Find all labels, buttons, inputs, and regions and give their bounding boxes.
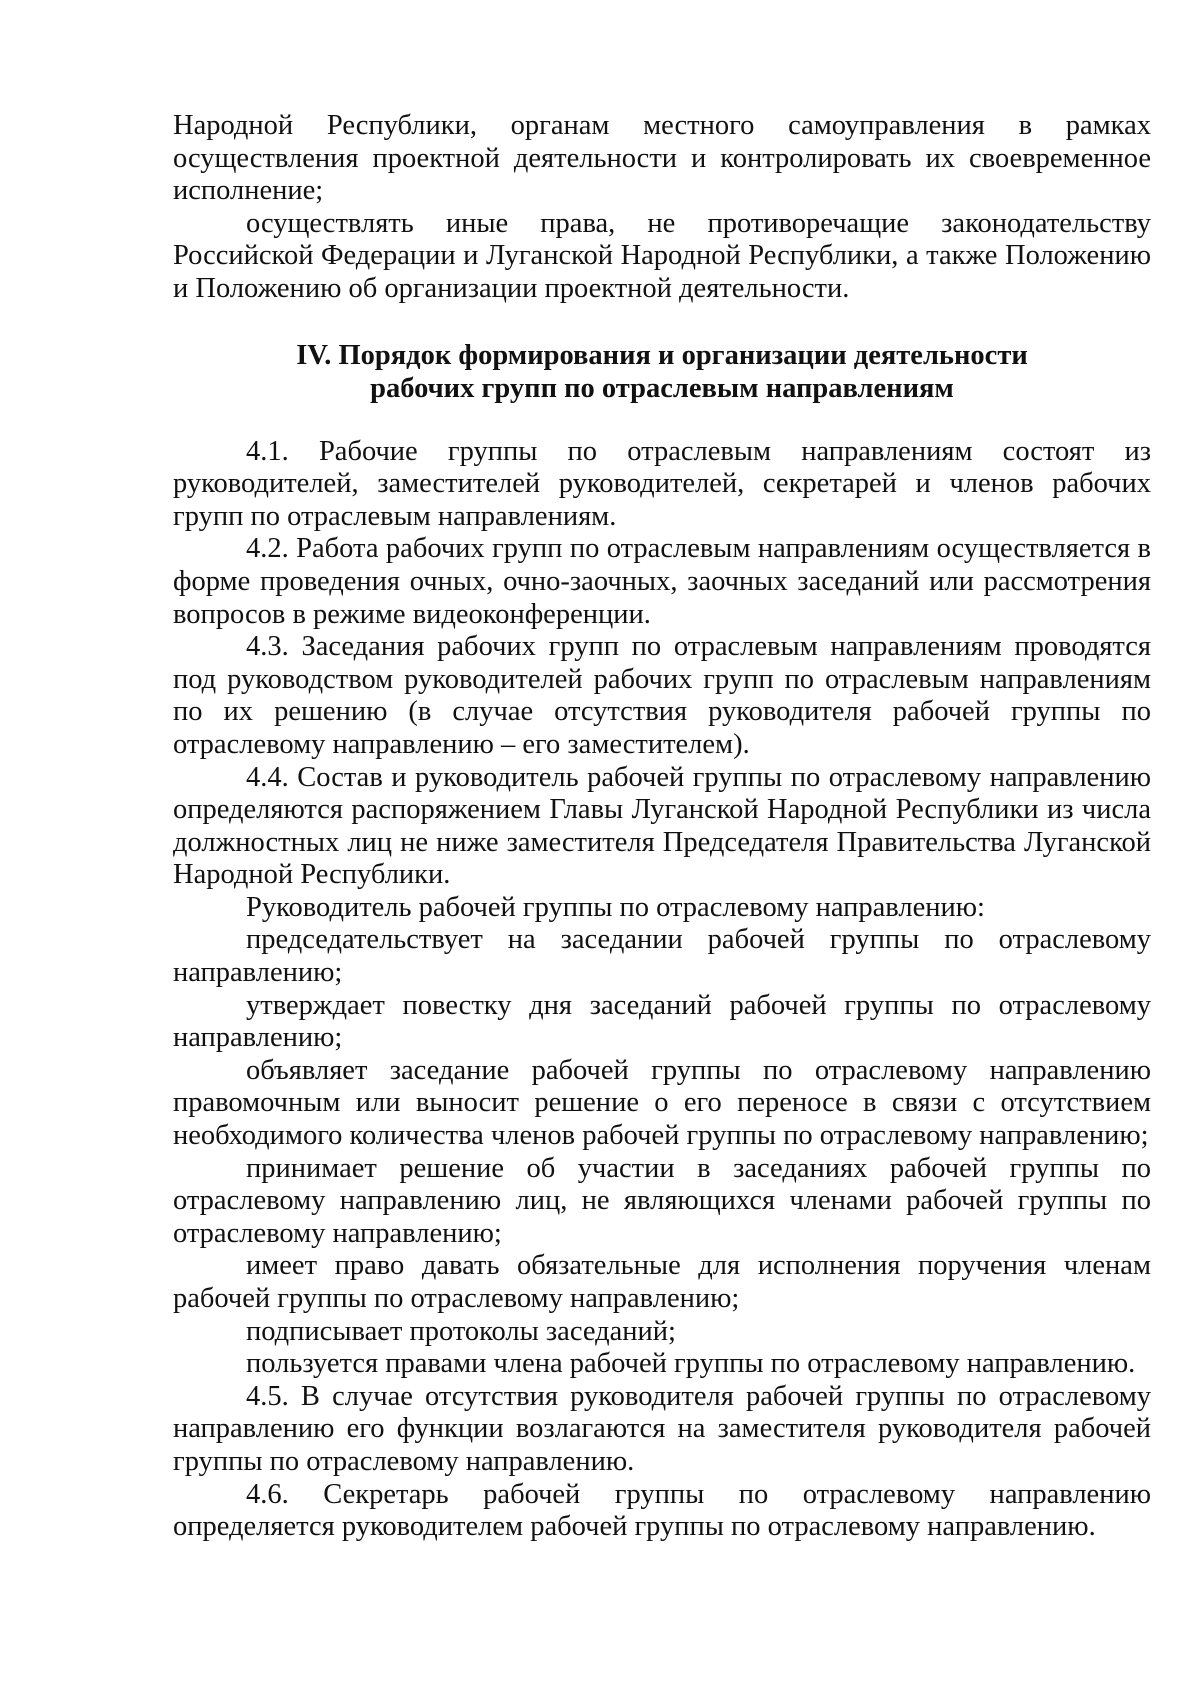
paragraph-leader-orders: имеет право давать обязательные для исполнения поручения членам рабочей группы по отраслевому направлению; <box>173 1250 1151 1314</box>
section-heading <box>173 339 1151 405</box>
paragraph-leader-intro: Руководитель рабочей группы по отраслевому направлению: <box>246 891 985 923</box>
paragraph-4-3: 4.3. Заседания рабочих групп по отраслевым направлениям проводятся под руководством руководителей рабочих групп по отраслевым направлениям по их решению (в случае отсутствия руководителя рабочей группы по отраслевому направлению – его заместителем). <box>173 631 1151 760</box>
document-page <box>173 110 1151 1544</box>
paragraph-other-rights: осуществлять иные права, не противоречащие законодательству Российской Федерации и Луганской Народной Республики, а также Положению и Положению об организации проектной деятельности. <box>173 207 1151 304</box>
paragraph-4-4: 4.4. Состав и руководитель рабочей группы по отраслевому направлению определяются распоряжением Главы Луганской Народной Республики из числа должностных лиц не ниже заместителя Председателя Правительства Луганской Народной Республики. <box>173 761 1151 891</box>
paragraph-leader-signs: подписывает протоколы заседаний; <box>246 1315 676 1347</box>
section-heading-line-2: рабочих групп по отраслевым направлениям <box>370 372 954 404</box>
paragraph-4-6: 4.6. Секретарь рабочей группы по отраслевому направлению определяется руководителем рабочей группы по отраслевому направлению. <box>173 1478 1151 1543</box>
paragraph-leader-chairs: председательствует на заседании рабочей группы по отраслевому направлению; <box>173 924 1151 989</box>
paragraph-4-2: 4.2. Работа рабочих групп по отраслевым направлениям осуществляется в форме проведения очных, очно-заочных, заочных заседаний или рассмотрения вопросов в режиме видеоконференции. <box>173 533 1151 630</box>
paragraph-leader-participants: принимает решение об участии в заседаниях рабочей группы по отраслевому направлению лиц, не являющихся членами рабочей группы по отраслевому направлению; <box>173 1152 1151 1249</box>
paragraph-4-5: 4.5. В случае отсутствия руководителя рабочей группы по отраслевому направлению его функции возлагаются на заместителя руководителя рабочей группы по отраслевому направлению. <box>173 1380 1151 1477</box>
paragraph-continuation: Народной Республики, органам местного самоуправления в рамках осуществления проектной деятельности и контролировать их своевременное исполнение; <box>173 110 1151 207</box>
paragraph-leader-rights: пользуется правами члена рабочей группы по отраслевому направлению. <box>246 1348 1136 1380</box>
paragraph-leader-quorum: объявляет заседание рабочей группы по отраслевому направлению правомочным или выносит решение о его переносе в связи с отсутствием необходимого количества членов рабочей группы по отраслевому направлению; <box>173 1054 1151 1152</box>
section-heading-line-1: IV. Порядок формирования и организации деятельности <box>296 339 1028 371</box>
paragraph-leader-agenda: утверждает повестку дня заседаний рабочей группы по отраслевому направлению; <box>173 989 1151 1054</box>
paragraph-4-1: 4.1. Рабочие группы по отраслевым направлениям состоят из руководителей, заместителей руководителей, секретарей и членов рабочих групп по отраслевым направлениям. <box>173 435 1151 532</box>
